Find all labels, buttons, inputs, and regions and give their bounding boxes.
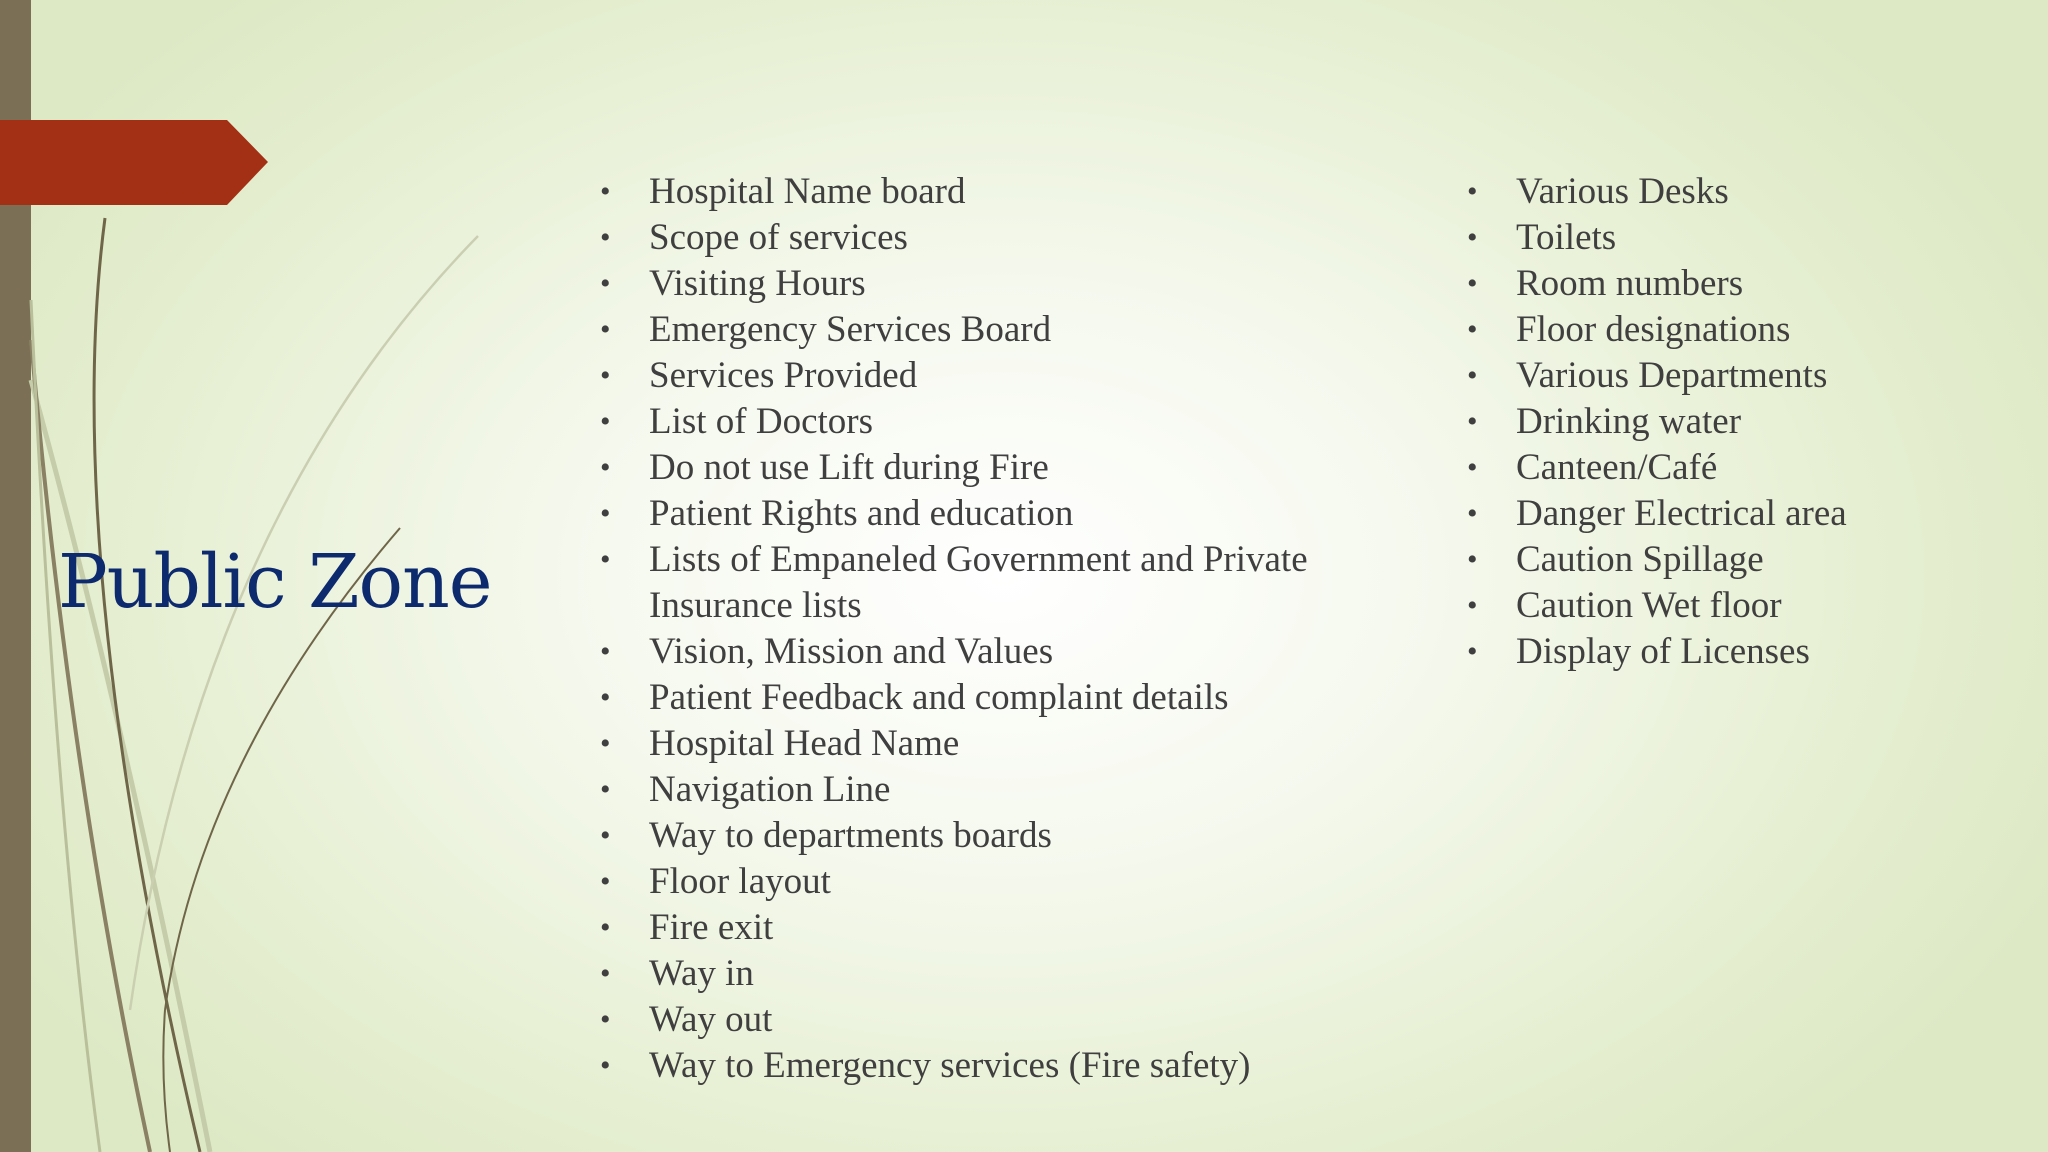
list-item: • Hospital Head Name <box>600 721 1360 767</box>
list-item: • Patient Rights and education <box>600 491 1360 537</box>
list-item: • Way to departments boards <box>600 813 1360 859</box>
list-item: • List of Doctors <box>600 399 1360 445</box>
list-item: • Danger Electrical area <box>1467 491 2027 537</box>
list-item: • Various Desks <box>1467 169 2027 215</box>
slide-title: Public Zone <box>58 539 492 625</box>
title-ribbon-arrow <box>0 120 268 205</box>
list-item: • Do not use Lift during Fire <box>600 445 1360 491</box>
list-item: • Way to Emergency services (Fire safety) <box>600 1043 1360 1089</box>
list-item: • Canteen/Café <box>1467 445 2027 491</box>
list-item: • Services Provided <box>600 353 1360 399</box>
list-item: • Room numbers <box>1467 261 2027 307</box>
list-item: • Vision, Mission and Values <box>600 629 1360 675</box>
list-item: • Patient Feedback and complaint details <box>600 675 1360 721</box>
list-item: • Various Departments <box>1467 353 2027 399</box>
list-item: • Caution Wet floor <box>1467 583 2027 629</box>
list-item: • Hospital Name board <box>600 169 1360 215</box>
list-item: • Way in <box>600 951 1360 997</box>
list-item: • Navigation Line <box>600 767 1360 813</box>
list-item: • Floor layout <box>600 859 1360 905</box>
signage-list-right <box>1467 169 2027 675</box>
list-item: • Toilets <box>1467 215 2027 261</box>
list-item: • Emergency Services Board <box>600 307 1360 353</box>
list-item: • Lists of Empaneled Government and Private Insurance lists <box>600 537 1360 629</box>
list-item: • Floor designations <box>1467 307 2027 353</box>
list-item: • Way out <box>600 997 1360 1043</box>
list-item: • Display of Licenses <box>1467 629 2027 675</box>
list-item: • Scope of services <box>600 215 1360 261</box>
list-item: • Fire exit <box>600 905 1360 951</box>
list-item: • Visiting Hours <box>600 261 1360 307</box>
list-item: • Drinking water <box>1467 399 2027 445</box>
signage-list-left <box>600 169 1360 1089</box>
list-item: • Caution Spillage <box>1467 537 2027 583</box>
